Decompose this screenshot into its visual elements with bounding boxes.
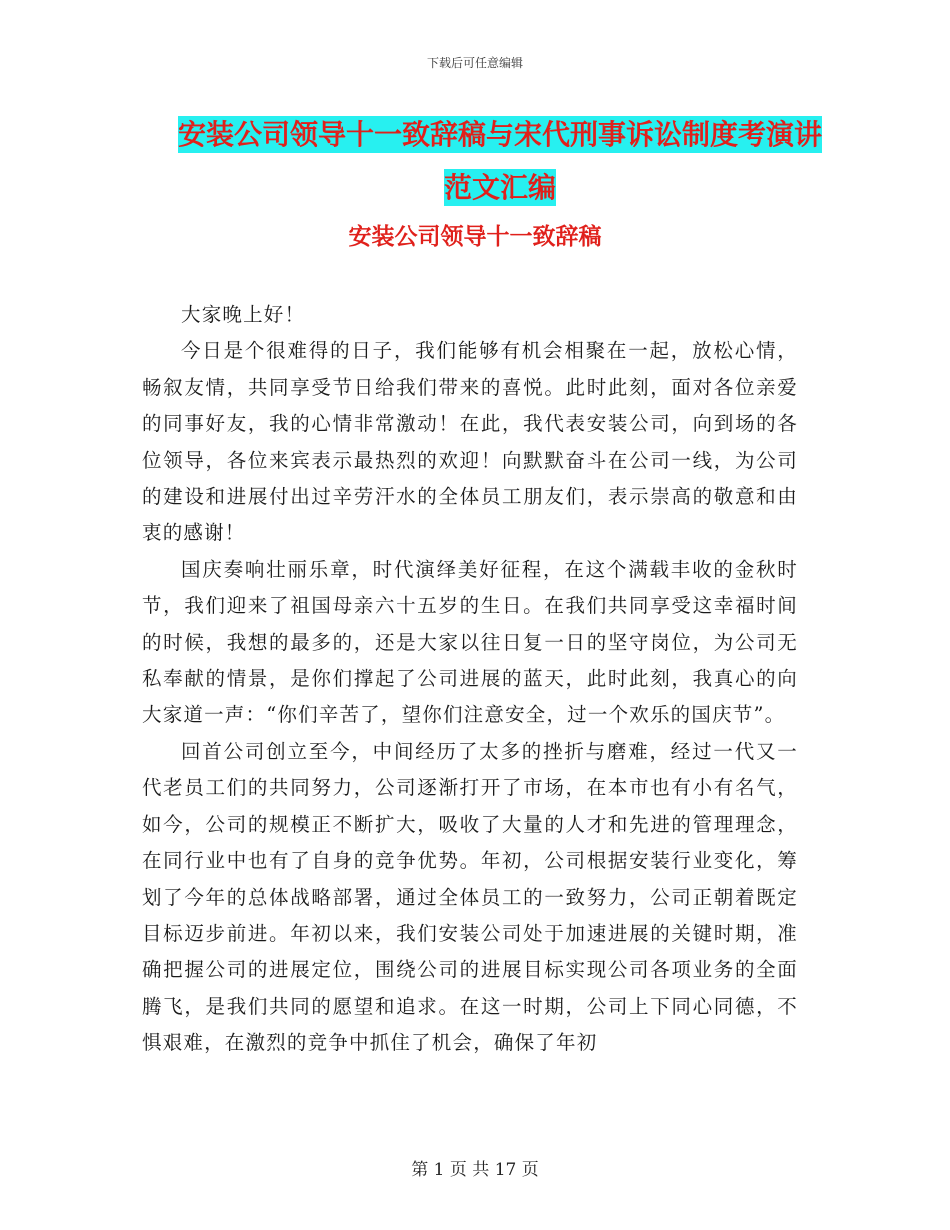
paragraph-greeting: 大家晚上好！	[181, 303, 306, 326]
document-title-line-2: 范文汇编	[443, 171, 556, 204]
page-header-note: 下载后可任意编辑	[426, 56, 523, 70]
page-number-footer: 第 1 页 共 17 页	[411, 1160, 539, 1180]
document-title	[0, 108, 950, 214]
document-title-line-1: 安装公司领导十一致辞稿与宋代刑事诉讼制度考演讲	[177, 118, 822, 151]
paragraph: 今日是个很难得的日子，我们能够有机会相聚在一起，放松心情，畅叙友情，共同享受节日给我们带来的喜悦。此时此刻，面对各位亲爱的同事好友，我的心情非常激动！在此，我代表安装公司，向到场的各位领导，各位来宾表示最热烈的欢迎！向默默奋斗在公司一线，为公司的建设和进展付出过辛劳汗水的全体员工朋友们，表示崇高的敬意和由衷的感谢！	[142, 339, 798, 545]
paragraph: 国庆奏响壮丽乐章，时代演绎美好征程，在这个满载丰收的金秋时节，我们迎来了祖国母亲六十五岁的生日。在我们共同享受这幸福时间的时候，我想的最多的，还是大家以往日复一日的坚守岗位，为公司无私奉献的情景，是你们撑起了公司进展的蓝天，此时此刻，我真心的向大家道一声：“你们辛苦了，望你们注意安全，过一个欢乐的国庆节”。	[142, 557, 798, 727]
document-body	[142, 297, 798, 1062]
section-title: 安装公司领导十一致辞稿	[348, 224, 602, 250]
paragraph: 回首公司创立至今，中间经历了太多的挫折与磨难，经过一代又一代老员工们的共同努力，公司逐渐打开了市场，在本市也有小有名气，如今，公司的规模正不断扩大，吸收了大量的人才和先进的管理理念，在同行业中也有了自身的竞争优势。年初，公司根据安装行业变化，筹划了今年的总体战略部署，通过全体员工的一致努力，公司正朝着既定目标迈步前进。年初以来，我们安装公司处于加速进展的关键时期，准确把握公司的进展定位，围绕公司的进展目标实现公司各项业务的全面腾飞，是我们共同的愿望和追求。在这一时期，公司上下同心同德，不惧艰难，在激烈的竞争中抓住了机会，确保了年初	[142, 739, 798, 1055]
